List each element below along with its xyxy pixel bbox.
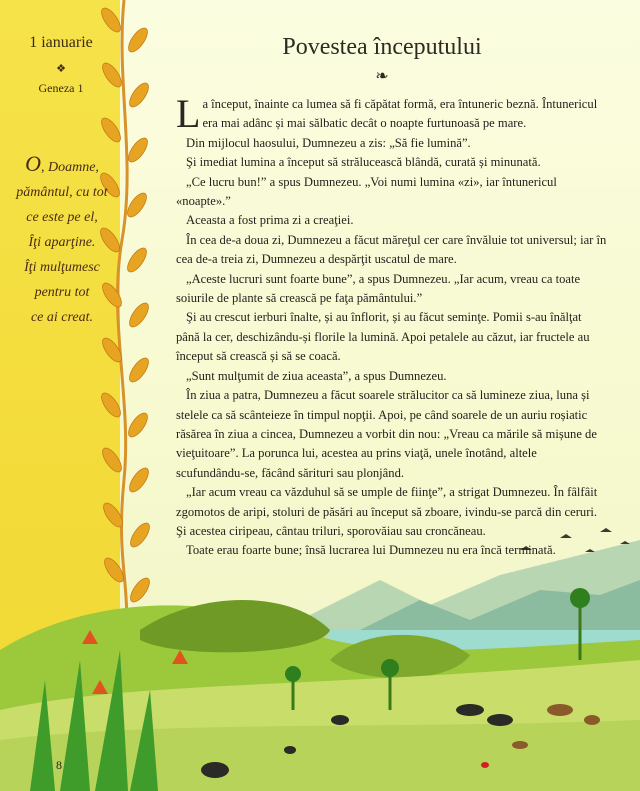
story-title: Povestea începutului [282, 34, 482, 60]
drop-cap: L [176, 91, 201, 136]
paragraph: Şi imediat lumina a început să strălucească blândă, curată și minunată. [186, 155, 541, 170]
paragraph: Aceasta a fost prima zi a creaţiei. [186, 213, 354, 228]
page-number: 8 [56, 758, 62, 772]
ornament-icon: ❖ [56, 63, 66, 75]
paragraph: Şi au crescut ierburi înalte, și au înflorit, și au făcut seminţe. Pomii s-au înălţat până la cer, deschizându-și florile la lumină. Apoi petalele au căzut, iar fructele au început să crească și să se coacă. [176, 310, 590, 364]
paragraph: Din mijlocul haosului, Dumnezeu a zis: „Să fie lumină”. [186, 135, 471, 150]
prayer-line: Îţi aparţine. [28, 235, 96, 250]
prayer-line: O, Doamne, [25, 151, 99, 176]
paragraph: „Aceste lucruri sunt foarte bune”, a spus Dumnezeu. „Iar acum, vreau ca toate soiurile de plante să crească pe faţa pământului.” [176, 271, 581, 306]
prayer-line: Îţi mulţumesc [24, 260, 100, 275]
prayer-line: pentru tot [34, 285, 90, 300]
prayer-initial: O [25, 151, 41, 176]
paragraph: Toate erau foarte bune; însă lucrarea lui Dumnezeu nu era încă terminată. [186, 543, 556, 558]
prayer-text [0, 151, 124, 330]
paragraph: „Ce lucru bun!” a spus Dumnezeu. „Voi numi lumina «zi», iar întunericul «noapte».” [176, 174, 557, 209]
paragraph: La început, înainte ca lumea să fi căpătat formă, era întuneric beznă. Întunericul era mai adânc și mai sălbatic decât o noapte furtunoasă pe mare. [176, 91, 598, 136]
prayer-line: pământul, cu tot [16, 185, 108, 200]
fleuron-icon: ❧ [375, 68, 389, 85]
story-text [176, 91, 608, 561]
paragraph: „Iar acum vreau ca văzduhul să se umple de fiinţe”, a strigat Dumnezeu. În fâlfâit zgomotos de aripi, stoluri de păsări au început să zboare, ivindu-se parcă din ceruri. Şi acestea ciripeau, cântau triluri, sporovăiau sau croncăneau. [176, 485, 598, 538]
sidebar-date: 1 ianuarie [29, 34, 93, 51]
prayer-line: ce ai creat. [30, 310, 94, 325]
paragraph: „Sunt mulţumit de ziua aceasta”, a spus Dumnezeu. [186, 368, 447, 383]
paragraph: În cea de-a doua zi, Dumnezeu a făcut măreţul cer care învăluie tot universul; iar în cea de-a treia zi, Dumnezeu a despărţit uscatul de mare. [176, 232, 607, 267]
paragraph: În ziua a patra, Dumnezeu a făcut soarele strălucitor ca să lumineze ziua, luna și stelele ca să scânteieze în timpul nopţii. Apoi, pe când soarele de un auriu roșiatic răsărea în ziua a cincea, Dumnezeu a vorbit din nou: „Vreau ca mările să mișune de vieţuitoare”. La porunca lui, acestea au prins viaţă, unele înotând, altele scufundându-se, făcând sărituri sau plonjând. [176, 388, 597, 480]
prayer-line: ce este pe el, [26, 210, 98, 225]
scripture-reference: Geneza 1 [38, 81, 84, 95]
